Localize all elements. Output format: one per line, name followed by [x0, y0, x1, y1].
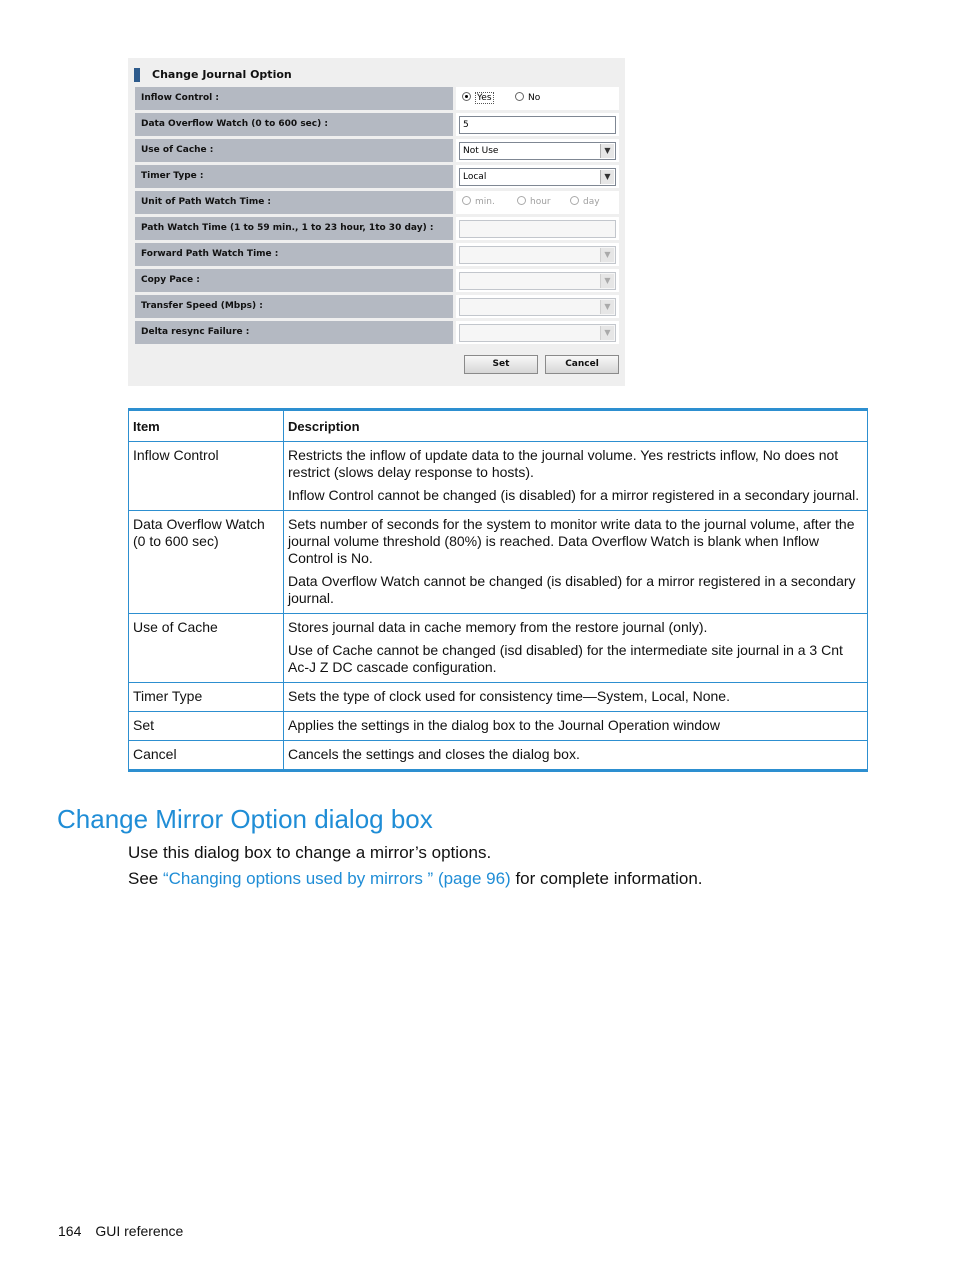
description-table	[128, 408, 868, 772]
section-see-also	[128, 869, 703, 889]
description-paragraph: Inflow Control cannot be changed (is disabled) for a mirror registered in a secondary journal.	[288, 487, 860, 503]
value-data-overflow-watch	[456, 113, 619, 136]
description-paragraph: Sets number of seconds for the system to monitor write data to the journal volume, after the journal volume threshold (80%) is reached. Data Overflow Watch is blank when Inflow Control is No.	[288, 516, 855, 566]
value-forward-path-watch-time	[456, 243, 619, 266]
row-unit-path-watch-time	[135, 191, 619, 214]
set-button[interactable]: Set	[464, 355, 538, 374]
table-cell-item: Cancel	[129, 741, 284, 771]
table-cell-description	[284, 741, 868, 771]
value-inflow-control	[456, 87, 619, 110]
radio-unchecked-icon	[570, 196, 579, 205]
delta-resync-failure-select[interactable]	[459, 324, 616, 342]
table-header-row	[129, 410, 868, 442]
row-inflow-control	[135, 87, 619, 110]
table-cell-description	[284, 511, 868, 614]
description-paragraph: Restricts the inflow of update data to the journal volume. Yes restricts inflow, No does not restrict (slows delay response to hosts).	[288, 447, 839, 480]
timer-type-value: Local	[463, 172, 487, 182]
radio-checked-icon	[462, 92, 471, 101]
value-copy-pace	[456, 269, 619, 292]
radio-unchecked-icon	[515, 92, 524, 101]
dialog-title: Change Journal Option	[152, 68, 292, 81]
page-footer	[58, 1223, 183, 1239]
copy-pace-select[interactable]	[459, 272, 616, 290]
label-path-watch-time: Path Watch Time (1 to 59 min., 1 to 23 hour, 1to 30 day) :	[135, 217, 453, 240]
radio-inflow-yes[interactable]	[462, 91, 494, 105]
radio-unchecked-icon	[517, 196, 526, 205]
row-use-of-cache	[135, 139, 619, 162]
section-heading: Change Mirror Option dialog box	[57, 804, 433, 834]
label-unit-path-watch-time: Unit of Path Watch Time :	[135, 191, 453, 214]
radio-unit-day[interactable]	[570, 195, 600, 209]
value-transfer-speed	[456, 295, 619, 318]
table-cell-description	[284, 614, 868, 683]
row-forward-path-watch-time	[135, 243, 619, 266]
table-cell-description	[284, 442, 868, 511]
use-of-cache-select[interactable]	[459, 142, 616, 160]
chevron-down-icon: ▼	[600, 144, 614, 158]
description-paragraph: Stores journal data in cache memory from the restore journal (only).	[288, 619, 708, 635]
cancel-button[interactable]: Cancel	[545, 355, 619, 374]
header-item: Item	[129, 410, 284, 442]
row-copy-pace	[135, 269, 619, 292]
page-number: 164	[58, 1223, 82, 1239]
section-intro: Use this dialog box to change a mirror’s options.	[128, 843, 492, 862]
table-row	[129, 442, 868, 511]
table-row	[129, 712, 868, 741]
chevron-down-icon: ▼	[600, 326, 614, 340]
radio-inflow-no[interactable]	[515, 91, 540, 105]
row-timer-type	[135, 165, 619, 188]
description-paragraph: Use of Cache cannot be changed (isd disabled) for the intermediate site journal in a 3 Cnt Ac-J Z DC cascade configuration.	[288, 642, 843, 675]
table-cell-item: Inflow Control	[129, 442, 284, 511]
table-row	[129, 683, 868, 712]
radio-yes-label: Yes	[477, 93, 492, 103]
row-path-watch-time	[135, 217, 619, 240]
chevron-down-icon: ▼	[600, 274, 614, 288]
row-delta-resync-failure	[135, 321, 619, 344]
chevron-down-icon: ▼	[600, 248, 614, 262]
label-use-of-cache: Use of Cache :	[135, 139, 453, 162]
value-delta-resync-failure	[456, 321, 619, 344]
forward-path-watch-time-select[interactable]	[459, 246, 616, 264]
description-paragraph: Data Overflow Watch cannot be changed (is disabled) for a mirror registered in a secondary journal.	[288, 573, 856, 606]
footer-section: GUI reference	[95, 1223, 184, 1239]
table-row	[129, 614, 868, 683]
label-copy-pace: Copy Pace :	[135, 269, 453, 292]
table-cell-item: Data Overflow Watch (0 to 600 sec)	[129, 511, 284, 614]
label-delta-resync-failure: Delta resync Failure :	[135, 321, 453, 344]
value-timer-type	[456, 165, 619, 188]
header-description: Description	[284, 410, 868, 442]
see-prefix: See	[128, 869, 163, 888]
overflow-watch-input[interactable]: 5	[459, 116, 616, 134]
change-journal-option-dialog	[128, 58, 625, 386]
label-forward-path-watch-time: Forward Path Watch Time :	[135, 243, 453, 266]
description-paragraph: Sets the type of clock used for consistency time—System, Local, None.	[288, 688, 730, 704]
radio-min-label: min.	[475, 197, 495, 207]
table-cell-item: Set	[129, 712, 284, 741]
path-watch-time-input[interactable]	[459, 220, 616, 238]
timer-type-select[interactable]	[459, 168, 616, 186]
radio-unchecked-icon	[462, 196, 471, 205]
table-cell-item: Use of Cache	[129, 614, 284, 683]
value-unit-path-watch-time	[456, 191, 619, 214]
chevron-down-icon: ▼	[600, 300, 614, 314]
use-of-cache-value: Not Use	[463, 146, 499, 156]
table-cell-description	[284, 712, 868, 741]
changing-options-link[interactable]: “Changing options used by mirrors ” (page 96)	[162, 869, 511, 888]
radio-unit-hour[interactable]	[517, 195, 551, 209]
label-transfer-speed: Transfer Speed (Mbps) :	[135, 295, 453, 318]
table-cell-description	[284, 683, 868, 712]
row-transfer-speed	[135, 295, 619, 318]
see-suffix: for complete information.	[510, 869, 703, 888]
description-paragraph: Applies the settings in the dialog box to the Journal Operation window	[288, 717, 720, 733]
label-inflow-control: Inflow Control :	[135, 87, 453, 110]
description-paragraph: Cancels the settings and closes the dialog box.	[288, 746, 580, 762]
radio-no-label: No	[528, 93, 541, 103]
table-cell-item: Timer Type	[129, 683, 284, 712]
label-data-overflow-watch: Data Overflow Watch (0 to 600 sec) :	[135, 113, 453, 136]
value-use-of-cache	[456, 139, 619, 162]
transfer-speed-select[interactable]	[459, 298, 616, 316]
title-marker	[134, 68, 140, 82]
value-path-watch-time	[456, 217, 619, 240]
radio-unit-min[interactable]	[462, 195, 495, 209]
table-row	[129, 511, 868, 614]
label-timer-type: Timer Type :	[135, 165, 453, 188]
radio-hour-label: hour	[530, 197, 551, 207]
table-row	[129, 741, 868, 771]
chevron-down-icon: ▼	[600, 170, 614, 184]
radio-day-label: day	[583, 197, 600, 207]
row-data-overflow-watch	[135, 113, 619, 136]
